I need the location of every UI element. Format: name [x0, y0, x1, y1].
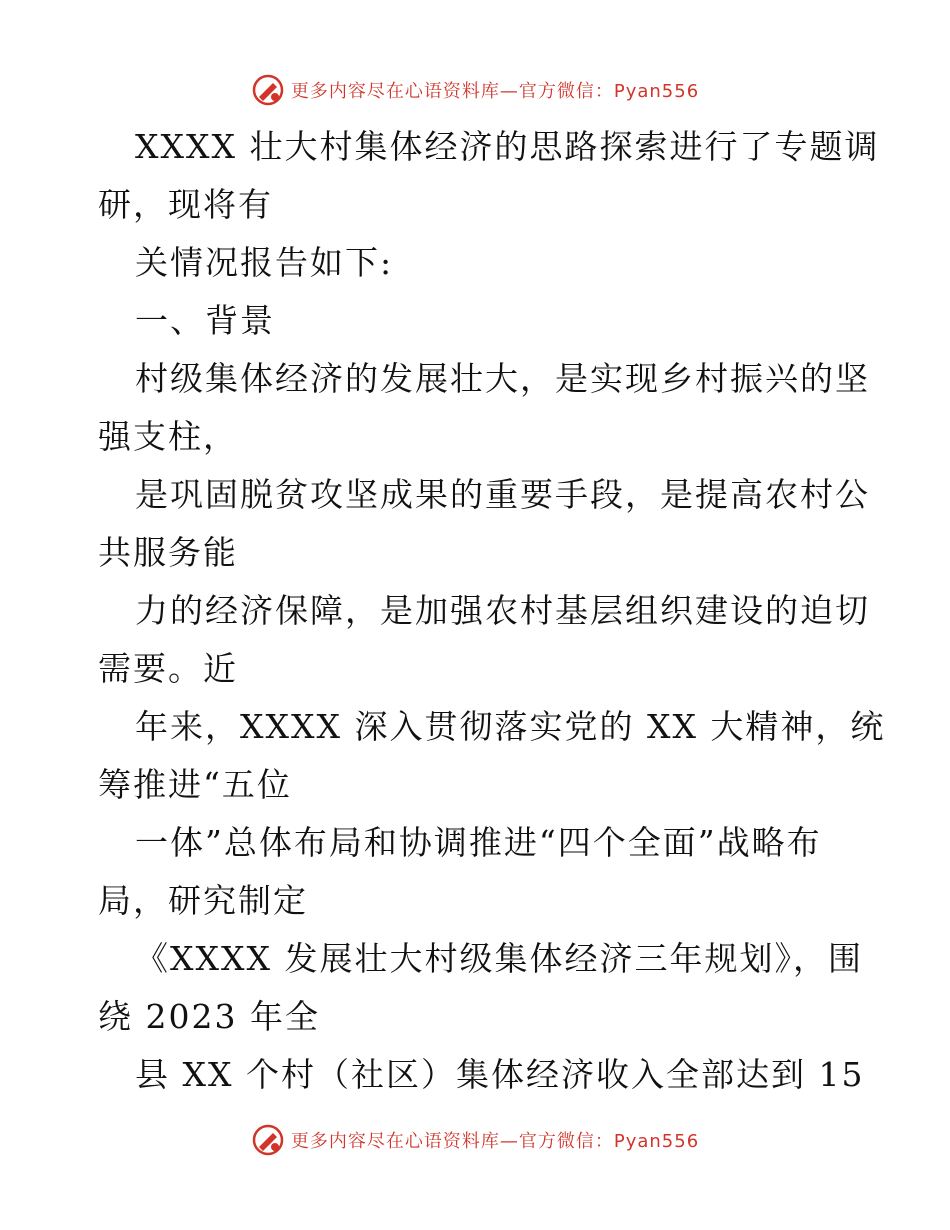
- text-line: 《XXXX 发展壮大村级集体经济三年规划》，围: [135, 939, 863, 978]
- text-line: 绕 2023 年全: [98, 997, 320, 1036]
- text-line: 强支柱，: [98, 417, 238, 456]
- text-line: 关情况报告如下:: [135, 243, 394, 282]
- text-line: 一体”总体布局和协调推进“四个全面”战略布: [135, 823, 822, 862]
- text-line: 局，研究制定: [98, 881, 308, 920]
- watermark-text: 更多内容尽在心语资料库—官方微信：Pyan556: [290, 81, 700, 102]
- text-line: 需要。近: [98, 649, 238, 688]
- text-line: 研，现将有: [98, 185, 273, 224]
- watermark-banner-top: [0, 68, 950, 112]
- text-line: 共服务能: [98, 533, 238, 572]
- logo-icon: [251, 1123, 285, 1157]
- text-line: 筹推进“五位: [98, 765, 292, 804]
- text-line: 县 XX 个村（社区）集体经济收入全部达到 15: [135, 1055, 865, 1094]
- watermark-banner-bottom: [0, 1118, 950, 1162]
- text-line: 村级集体经济的发展壮大，是实现乡村振兴的坚: [135, 359, 870, 398]
- watermark-text: 更多内容尽在心语资料库—官方微信：Pyan556: [290, 1131, 700, 1152]
- logo-icon: [251, 73, 285, 107]
- text-line: 年来，XXXX 深入贯彻落实党的 XX 大精神，统: [135, 707, 886, 746]
- text-line: XXXX 壮大村集体经济的思路探索进行了专题调: [135, 127, 880, 166]
- text-line: 是巩固脱贫攻坚成果的重要手段，是提高农村公: [135, 475, 870, 514]
- section-heading: 一、背景: [135, 301, 275, 340]
- document-body: [98, 118, 886, 1104]
- text-line: 力的经济保障，是加强农村基层组织建设的迫切: [135, 591, 870, 630]
